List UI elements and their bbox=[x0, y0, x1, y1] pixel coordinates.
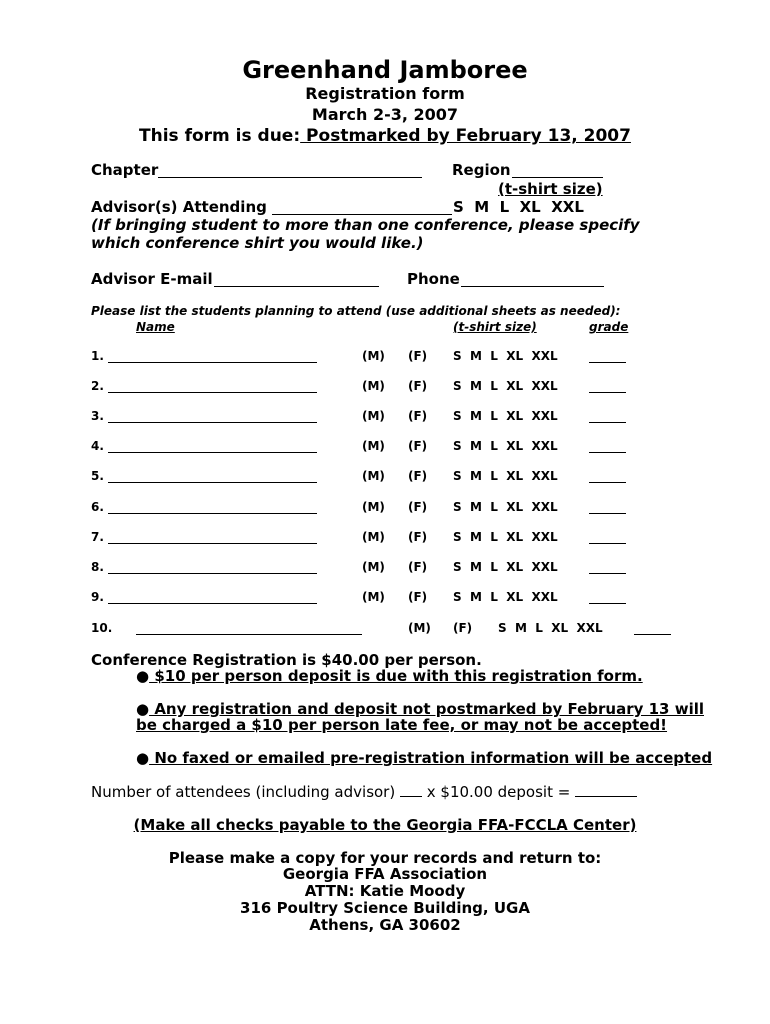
tshirt-size-options[interactable]: S M L XL XXL bbox=[453, 499, 558, 514]
gender-male-option[interactable]: (M) bbox=[408, 621, 431, 635]
deposit-total-field[interactable] bbox=[575, 795, 637, 797]
checks-payable-note: (Make all checks payable to the Georgia FFA-FCCLA Center) bbox=[133, 816, 637, 834]
student-name-field[interactable] bbox=[108, 513, 317, 514]
form-subtitle: Registration form bbox=[305, 84, 465, 103]
gender-female-option[interactable]: (F) bbox=[408, 589, 428, 604]
return-instructions: Please make a copy for your records and return to: bbox=[168, 849, 602, 867]
grade-field[interactable] bbox=[589, 482, 626, 483]
student-row bbox=[0, 530, 770, 546]
gender-male-option[interactable]: (M) bbox=[362, 589, 385, 604]
student-name-field[interactable] bbox=[108, 392, 317, 393]
tshirt-size-options[interactable]: S M L XL XXL bbox=[453, 529, 558, 544]
tshirt-size-options[interactable]: S M L XL XXL bbox=[453, 409, 558, 424]
gender-female-option[interactable]: (F) bbox=[408, 379, 428, 394]
gender-female-option[interactable]: (F) bbox=[408, 469, 428, 484]
fax-note: ● No faxed or emailed pre-registration information will be accepted bbox=[136, 749, 713, 767]
row-number: 6. bbox=[91, 499, 104, 514]
advisors-label: Advisor(s) Attending bbox=[91, 198, 267, 216]
bullet: ● bbox=[136, 667, 150, 685]
due-date-line bbox=[0, 126, 770, 146]
gender-male-option[interactable]: (M) bbox=[362, 559, 385, 574]
student-name-field[interactable] bbox=[108, 603, 317, 604]
row-number: 4. bbox=[91, 439, 104, 454]
row-number: 9. bbox=[91, 589, 104, 604]
bullet: ● bbox=[136, 700, 150, 718]
student-name-field[interactable] bbox=[108, 543, 317, 544]
bullet: ● bbox=[136, 749, 150, 767]
due-value: Postmarked by February 13, 2007 bbox=[300, 126, 631, 146]
row-number: 7. bbox=[91, 529, 104, 544]
student-name-field[interactable] bbox=[136, 634, 362, 635]
tshirt-size-options[interactable]: S M L XL XXL bbox=[453, 349, 558, 363]
region-field[interactable] bbox=[512, 177, 603, 178]
student-row bbox=[0, 590, 770, 606]
conference-note-1: (If bringing student to more than one conference, please specify bbox=[91, 216, 640, 234]
grade-field[interactable] bbox=[589, 543, 626, 544]
row-number: 1. bbox=[91, 349, 104, 363]
student-row bbox=[0, 500, 770, 516]
gender-female-option[interactable]: (F) bbox=[408, 529, 428, 544]
deposit-note: ● $10 per person deposit is due with this registration form. bbox=[136, 667, 643, 685]
advisor-email-label: Advisor E-mail bbox=[91, 270, 213, 288]
grade-field[interactable] bbox=[589, 573, 626, 574]
region-label: Region bbox=[452, 161, 511, 179]
grade-field[interactable] bbox=[589, 422, 626, 423]
students-instructions: Please list the students planning to attend (use additional sheets as needed): bbox=[91, 304, 621, 318]
col-name-heading: Name bbox=[136, 320, 175, 334]
tshirt-size-options[interactable]: S M L XL XXL bbox=[453, 439, 558, 454]
gender-male-option[interactable]: (M) bbox=[362, 379, 385, 394]
gender-male-option[interactable]: (M) bbox=[362, 499, 385, 514]
advisor-sizes: S M L XL XXL bbox=[453, 198, 584, 216]
chapter-field[interactable] bbox=[158, 177, 422, 178]
gender-female-option[interactable]: (F) bbox=[408, 499, 428, 514]
col-tshirt-heading: (t-shirt size) bbox=[453, 320, 537, 334]
row-number: 5. bbox=[91, 469, 104, 484]
student-name-field[interactable] bbox=[108, 362, 317, 363]
grade-field[interactable] bbox=[589, 362, 626, 363]
student-name-field[interactable] bbox=[108, 422, 317, 423]
grade-field[interactable] bbox=[589, 452, 626, 453]
tshirt-size-options[interactable]: S M L XL XXL bbox=[498, 621, 603, 635]
registration-fee: Conference Registration is $40.00 per person. bbox=[91, 651, 482, 669]
grade-field[interactable] bbox=[589, 603, 626, 604]
student-row bbox=[0, 439, 770, 455]
tshirt-size-options[interactable]: S M L XL XXL bbox=[453, 589, 558, 604]
row-number: 10. bbox=[91, 621, 113, 635]
form-title: Greenhand Jamboree bbox=[242, 56, 528, 84]
student-name-field[interactable] bbox=[108, 482, 317, 483]
return-city: Athens, GA 30602 bbox=[309, 916, 461, 934]
student-row bbox=[0, 469, 770, 485]
row-number: 8. bbox=[91, 559, 104, 574]
return-org: Georgia FFA Association bbox=[282, 865, 488, 883]
return-attn: ATTN: Katie Moody bbox=[304, 882, 466, 900]
attendee-count-field[interactable] bbox=[400, 795, 422, 797]
late-fee-note-1: ● Any registration and deposit not postmarked by February 13 will bbox=[136, 700, 704, 718]
advisor-email-field[interactable] bbox=[214, 286, 379, 287]
gender-female-option[interactable]: (F) bbox=[408, 559, 428, 574]
row-number: 3. bbox=[91, 409, 104, 424]
phone-label: Phone bbox=[407, 270, 460, 288]
gender-female-option[interactable]: (F) bbox=[408, 409, 428, 424]
chapter-label: Chapter bbox=[91, 161, 159, 179]
phone-field[interactable] bbox=[461, 286, 604, 287]
gender-female-option[interactable]: (F) bbox=[408, 439, 428, 454]
tshirt-size-options[interactable]: S M L XL XXL bbox=[453, 379, 558, 394]
col-grade-heading: grade bbox=[589, 320, 629, 334]
return-street: 316 Poultry Science Building, UGA bbox=[240, 899, 530, 917]
gender-female-option[interactable]: (F) bbox=[408, 349, 428, 363]
due-prefix: This form is due: bbox=[139, 126, 301, 146]
student-name-field[interactable] bbox=[108, 573, 317, 574]
student-row bbox=[0, 621, 770, 637]
student-row bbox=[0, 379, 770, 395]
gender-male-option[interactable]: (M) bbox=[362, 349, 385, 363]
conference-note-2: which conference shirt you would like.) bbox=[91, 234, 424, 252]
tshirt-size-options[interactable]: S M L XL XXL bbox=[453, 469, 558, 484]
gender-female-option[interactable]: (F) bbox=[453, 621, 473, 635]
grade-field[interactable] bbox=[589, 513, 626, 514]
student-row bbox=[0, 409, 770, 425]
gender-male-option[interactable]: (M) bbox=[362, 469, 385, 484]
event-dates: March 2-3, 2007 bbox=[311, 105, 459, 124]
student-row bbox=[0, 560, 770, 576]
gender-male-option[interactable]: (M) bbox=[362, 529, 385, 544]
student-name-field[interactable] bbox=[108, 452, 317, 453]
late-fee-note-2: be charged a $10 per person late fee, or may not be accepted! bbox=[136, 716, 668, 734]
gender-male-option[interactable]: (M) bbox=[362, 439, 385, 454]
row-number: 2. bbox=[91, 379, 104, 394]
grade-field[interactable] bbox=[634, 634, 671, 635]
advisors-field[interactable] bbox=[272, 214, 452, 215]
tshirt-size-options[interactable]: S M L XL XXL bbox=[453, 559, 558, 574]
student-row bbox=[0, 349, 770, 365]
gender-male-option[interactable]: (M) bbox=[362, 409, 385, 424]
tshirt-size-heading: (t-shirt size) bbox=[498, 180, 603, 198]
grade-field[interactable] bbox=[589, 392, 626, 393]
attendee-count-line: Number of attendees (including advisor) x $10.00 deposit = bbox=[91, 783, 637, 801]
